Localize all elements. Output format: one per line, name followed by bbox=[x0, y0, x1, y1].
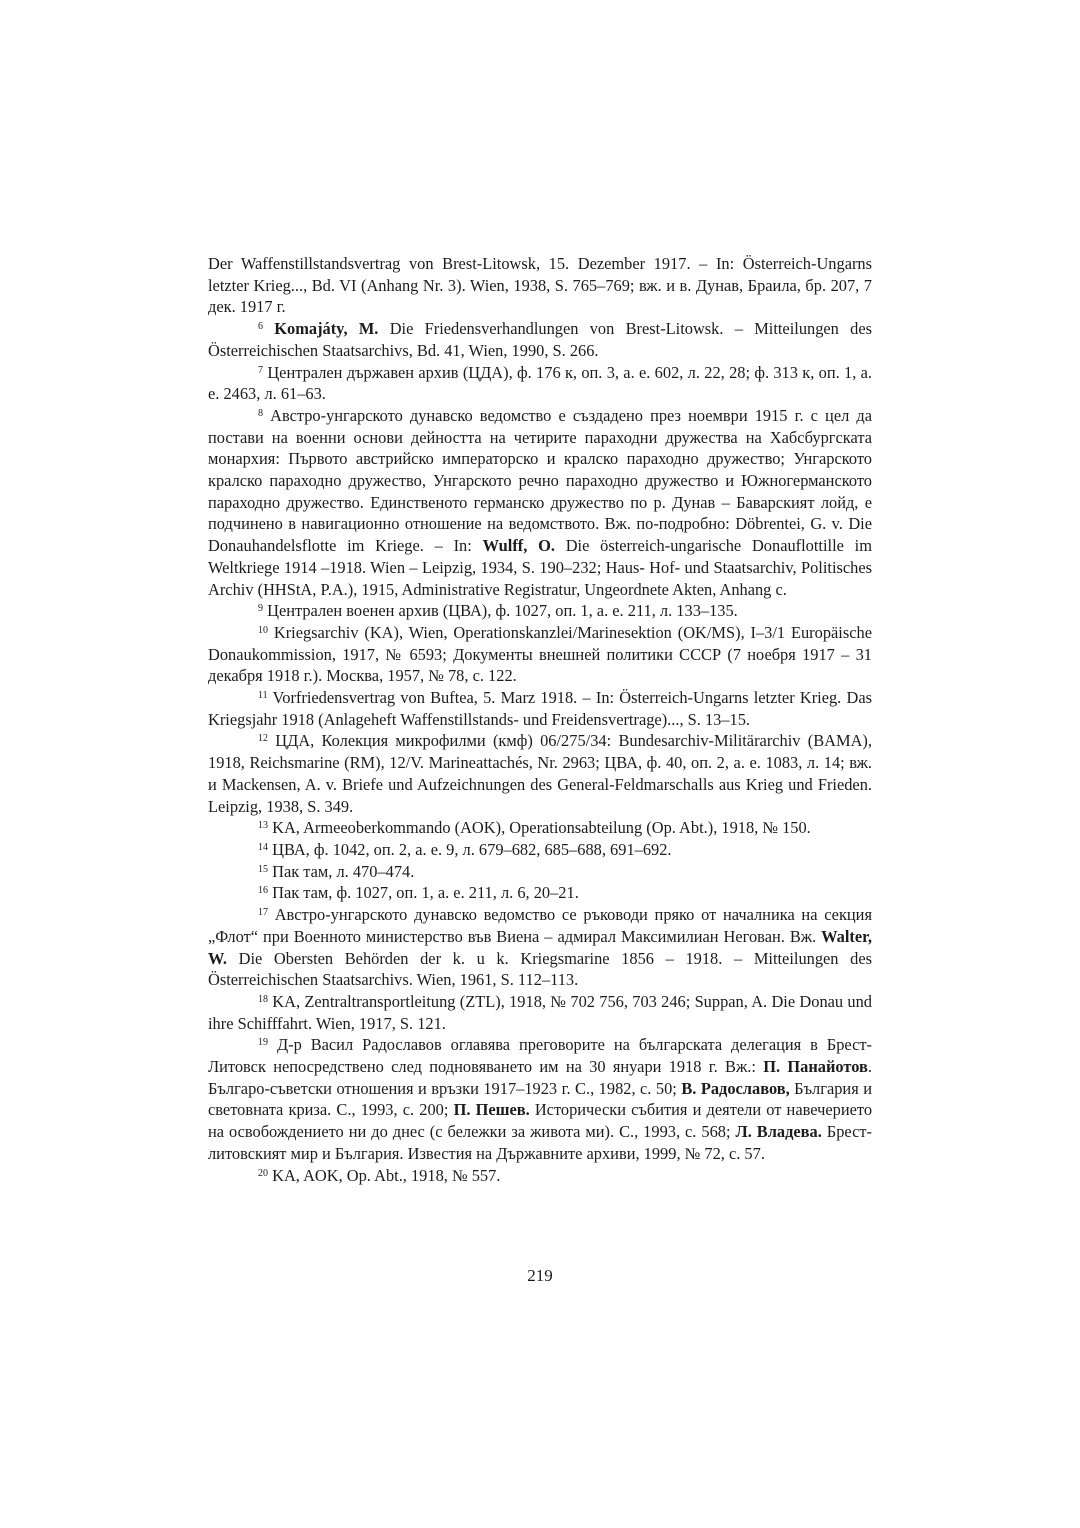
footnote-number: 20 bbox=[258, 1167, 268, 1179]
footnote-text: KA, Zentraltransportleitung (ZTL), 1918, № 702 756, 703 246; Suppan, A. Die Donau und ihre Schifffahrt. Wien, 1917, S. 121. bbox=[208, 991, 872, 1033]
footnote-6 bbox=[208, 318, 872, 361]
footnote-number: 11 bbox=[258, 690, 268, 702]
footnote-number: 19 bbox=[258, 1037, 268, 1049]
footnote-number: 10 bbox=[258, 624, 268, 636]
author-name: П. Пешев. bbox=[453, 1100, 530, 1120]
footnote-text: Австро-унгарското дунавско ведомство се ръководи пряко от началника на секция „Флот“ при Военното министерство във Виена – адмирал Максимилиан Негован. Вж. bbox=[208, 905, 872, 946]
footnote-text: Пак там, ф. 1027, оп. 1, а. е. 211, л. 6, 20–21. bbox=[272, 883, 579, 903]
footnote-number: 13 bbox=[258, 820, 268, 832]
footnote-text: Исторически събития и деятели от навечерието на освобождението ни до днес (с бележки за живота ми). С., 1993, с. 568; bbox=[208, 1100, 873, 1142]
footnote-text: Vorfriedensvertrag von Buftea, 5. Marz 1918. – In: Österreich-Ungarns letzter Krieg. Das Kriegsjahr 1918 (Anlageheft Waffenstillstands- und Freidensvertrage)..., S. 13–15. bbox=[208, 688, 872, 729]
footnote-20 bbox=[208, 1165, 872, 1187]
footnote-10 bbox=[208, 622, 872, 687]
footnote-number: 17 bbox=[258, 907, 268, 919]
footnote-text: Д-р Васил Радославов оглавява преговорите на българската делегация в Брест-Литовск непосредствено след подновяването им на 30 януари 1918 г. Вж.: bbox=[208, 1035, 872, 1077]
author-name: Walter, W. bbox=[208, 926, 872, 968]
footnote-16 bbox=[208, 882, 872, 904]
footnote-11 bbox=[208, 687, 872, 730]
footnote-number: 18 bbox=[258, 993, 268, 1005]
footnote-18 bbox=[208, 991, 872, 1034]
footnote-text: България и световната криза. С., 1993, с. 200; bbox=[208, 1078, 872, 1120]
footnote-text: KA, AOK, Op. Abt., 1918, № 557. bbox=[272, 1165, 501, 1185]
author-name: Л. Владева. bbox=[735, 1122, 822, 1142]
footnote-number: 14 bbox=[258, 841, 268, 853]
footnote-number: 6 bbox=[258, 321, 263, 333]
footnote-number: 7 bbox=[258, 364, 263, 376]
footnote-9 bbox=[208, 600, 872, 622]
footnote-19 bbox=[208, 1034, 872, 1164]
footnote-text: Die Obersten Behörden der k. u k. Kriegsmarine 1856 – 1918. – Mitteilungen des Österreichischen Staatsarchivs. Wien, 1961, S. 112–113. bbox=[208, 948, 872, 990]
author-name: П. Панайотов bbox=[763, 1057, 868, 1077]
footnote-number: 16 bbox=[258, 885, 268, 897]
footnote-14 bbox=[208, 839, 872, 861]
footnote-text: KA, Armeeoberkommando (AOK), Operationsabteilung (Op. Abt.), 1918, № 150. bbox=[272, 818, 811, 838]
author-name: Wulff, O. bbox=[482, 536, 555, 556]
footnote-number: 12 bbox=[258, 733, 268, 745]
footnote-number: 15 bbox=[258, 863, 268, 875]
footnote-continued bbox=[208, 253, 872, 318]
footnote-text: Kriegsarchiv (KA), Wien, Operationskanzlei/Marinesektion (OK/MS), I–3/1 Europäische Donaukommission, 1917, № 6593; Документы внешней политики СССР (7 ноебря 1917 – 31 декабря 1918 г.). Москва, 1957, № 78, с. 122. bbox=[208, 622, 872, 686]
footnote-text: Централен държавен архив (ЦДА), ф. 176 к, оп. 3, а. е. 602, л. 22, 28; ф. 313 к, оп. 1, а. е. 2463, л. 61–63. bbox=[208, 362, 872, 404]
footnote-number: 9 bbox=[258, 603, 263, 615]
page-number: 219 bbox=[527, 1266, 553, 1285]
footnote-text: Die Friedensverhandlungen von Brest-Litowsk. – Mitteilungen des Österreichischen Staatsarchivs, Bd. 41, Wien, 1990, S. 266. bbox=[208, 319, 872, 360]
footnote-text: ЦДА, Колекция микрофилми (кмф) 06/275/34: Bundesarchiv-Militärarchiv (BAMA), 1918, Reichsmarine (RM), 12/V. Marineattachés, Nr. 2963; ЦВА, ф. 40, оп. 2, а. е. 1083, л. 14; вж. и Mackensen, A. v. Briefe und Aufzeichnungen des General-Feldmarschalls aus Krieg und Frieden. Leipzig, 1938, S. 349. bbox=[208, 731, 872, 816]
footnote-text: . Българо-съветски отношения и връзки 1917–1923 г. С., 1982, с. 50; bbox=[208, 1057, 872, 1098]
footnote-text: Die österreich-ungarische Donauflottille im Weltkriege 1914 –1918. Wien – Leipzig, 1934, S. 190–232; Haus- Hof- und Staatsarchiv, Politisches Archiv (HHStA, P.A.), 1915, Administrative Registratur, Ungeordnete Akten, Anhang c. bbox=[208, 536, 872, 599]
footnote-12 bbox=[208, 730, 872, 817]
footnote-text: Der Waffenstillstandsvertrag von Brest-Litowsk, 15. Dezember 1917. – In: Österreich-Ungarns letzter Krieg..., Bd. VI (Anhang Nr. 3). Wien, 1938, S. 765–769; вж. и в. Дунав, Браила, бр. 207, 7 дек. 1917 г. bbox=[208, 254, 872, 317]
footnote-17 bbox=[208, 904, 872, 991]
author-name: Komajáty, M. bbox=[274, 319, 379, 339]
footnote-text: Австро-унгарското дунавско ведомство е създадено през ноември 1915 г. с цел да постави на военни основи дейността на четирите параходни дружества на Хабсбургската монархия: Първото австрийско императорско и кралско параходно дружество; Унгарското кралско параходно дружество, Унгарското речно параходно дружество и Южногерманското параходно дружество. Единственото германско дружество по р. Дунав – Баварският лойд, е подчинено в навигационно отношение на ведомството. Вж. по-подробно: Döbrentei, G. v. Die Donauhandelsflotte im Kriege. – In: bbox=[208, 405, 872, 556]
footnote-7 bbox=[208, 362, 872, 405]
footnote-text: Централен военен архив (ЦВА), ф. 1027, оп. 1, а. е. 211, л. 133–135. bbox=[267, 601, 738, 621]
footnotes-block bbox=[208, 253, 872, 1186]
footnote-15 bbox=[208, 861, 872, 883]
footnote-text: Брест-литовският мир и България. Известия на Държавните архиви, 1999, № 72, с. 57. bbox=[208, 1122, 872, 1163]
footnote-13 bbox=[208, 817, 872, 839]
author-name: В. Радославов, bbox=[681, 1078, 790, 1098]
footnote-text: Пак там, л. 470–474. bbox=[272, 861, 415, 881]
footnote-number: 8 bbox=[258, 407, 263, 419]
footnote-8 bbox=[208, 405, 872, 600]
footnote-text: ЦВА, ф. 1042, оп. 2, а. е. 9, л. 679–682, 685–688, 691–692. bbox=[272, 839, 672, 859]
